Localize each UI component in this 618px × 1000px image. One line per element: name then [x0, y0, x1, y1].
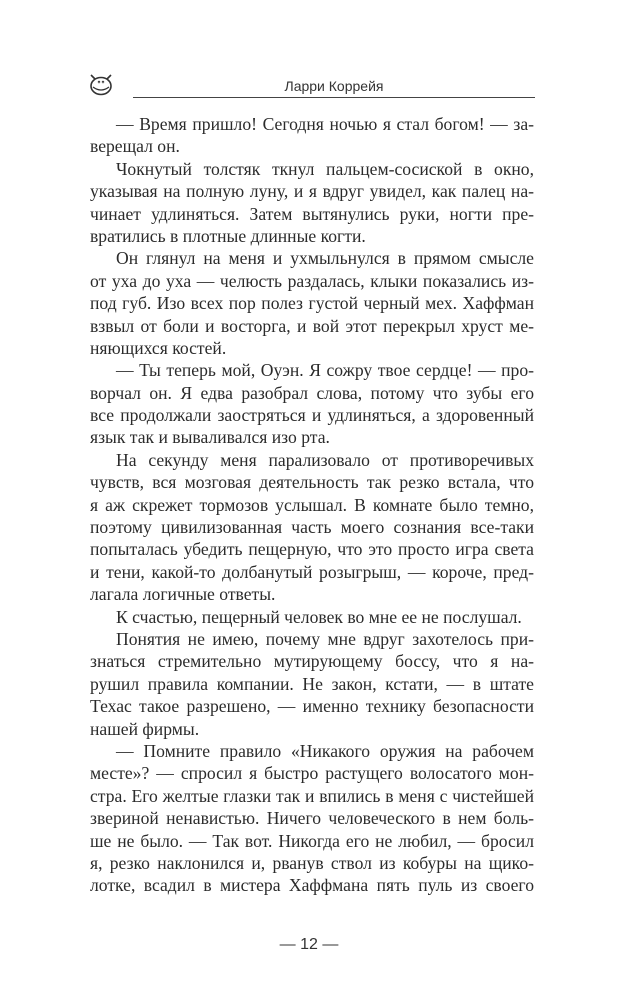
text-line: Понятия не имею, почему мне вдруг захотелось при-: [116, 628, 534, 649]
horned-face-icon: [88, 72, 114, 96]
paragraph: [90, 449, 534, 606]
text-line: от уха до уха — челюсть раздалась, клыки показались из-: [90, 270, 534, 291]
text-line: Техас такое разрешено, — именно технику безопасности: [90, 696, 534, 717]
text-line: и тени, какой-то долбанутый розыгрыш, — короче, пред-: [90, 561, 534, 582]
paragraph: [90, 113, 534, 158]
text-line: я, резко наклонился и, рванув ствол из кобуры на щико-: [90, 852, 534, 873]
running-head-author: Ларри Коррейя: [284, 78, 384, 94]
text-line: вратились в плотные длинные когти.: [90, 225, 366, 246]
text-line: все продолжали заостряться и удлиняться, а здоровенный: [90, 405, 534, 426]
text-line: под губ. Изо всех пор полез густой черный мех. Хаффман: [90, 293, 534, 314]
text-line: попыталась убедить пещерную, что это просто игра света: [90, 539, 534, 560]
page-body-text: [90, 113, 534, 897]
paragraph: [90, 628, 534, 740]
text-line: нашей фирмы.: [90, 718, 200, 739]
text-line: Чокнутый толстяк ткнул пальцем-сосиской в окно,: [116, 158, 534, 179]
text-line: поэтому цивилизованная часть моего сознания все-таки: [90, 517, 534, 538]
text-line: ше не было. — Так вот. Никогда его не любил, — бросил: [90, 830, 534, 851]
text-line: няющихся костей.: [90, 337, 227, 358]
text-line: лотке, всадил в мистера Хаффмана пять пуль из своего: [90, 875, 534, 896]
text-line: чинает удлиняться. Затем вытянулись руки, ногти пре-: [90, 203, 534, 224]
text-line: указывая на полную луну, и я вдруг увидел, как палец на-: [90, 181, 534, 202]
text-line: — Помните правило «Никакого оружия на рабочем: [116, 740, 534, 761]
text-line: верещал он.: [90, 136, 180, 157]
text-line: К счастью, пещерный человек во мне ее не послушал.: [116, 606, 522, 627]
text-line: лагала логичные ответы.: [90, 584, 276, 605]
text-line: месте»? — спросил я быстро растущего волосатого мон-: [90, 763, 534, 784]
page-number: — 12 —: [279, 936, 339, 953]
running-header: [88, 70, 535, 100]
text-line: взвыл от боли и восторга, и вой этот перекрыл хруст ме-: [90, 315, 534, 336]
text-line: чувств, вся мозговая деятельность так резко встала, что: [90, 472, 534, 493]
text-line: На секунду меня парализовало от противоречивых: [116, 449, 534, 470]
text-line: звериной ненавистью. Ничего человеческого в нем боль-: [90, 808, 534, 829]
text-line: Он глянул на меня и ухмыльнулся в прямом смысле: [116, 248, 534, 269]
text-line: знаться стремительно мутирующему боссу, что я на-: [90, 651, 534, 672]
text-line: — Ты теперь мой, Оуэн. Я сожру твое сердце! — про-: [116, 360, 534, 381]
paragraph: [90, 247, 534, 359]
text-line: ворчал он. Я едва разобрал слова, потому что зубы его: [90, 382, 534, 403]
text-line: я аж скрежет тормозов услышал. В комнате было темно,: [90, 494, 534, 515]
paragraph: [90, 158, 534, 248]
paragraph: [90, 740, 534, 897]
text-line: рушил правила компании. Не закон, кстати, — в штате: [90, 673, 534, 694]
paragraph: [90, 359, 534, 449]
text-line: стра. Его желтые глазки так и впились в меня с чистейшей: [90, 785, 534, 806]
header-rule: [133, 97, 535, 98]
paragraph: [90, 606, 534, 628]
text-line: язык так и вываливался изо рта.: [90, 427, 330, 448]
text-line: — Время пришло! Сегодня ночью я стал богом! — за-: [116, 114, 534, 134]
